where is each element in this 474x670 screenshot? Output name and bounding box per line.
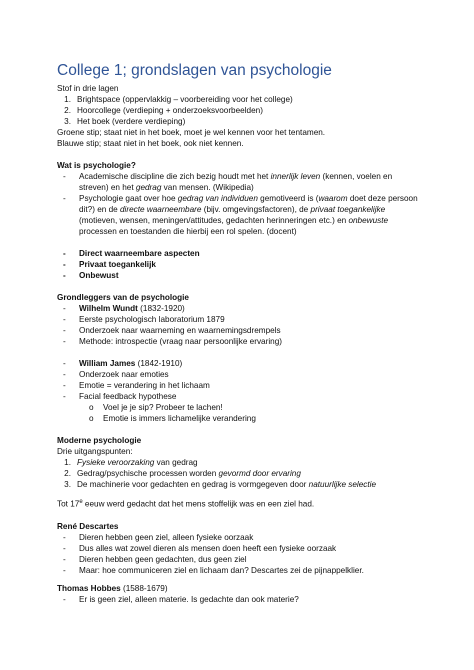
sub-list-item: o Voel je je sip? Probeer te lachen! <box>89 403 223 412</box>
list-item: - Onderzoek naar waarneming en waarnemingsdrempels <box>63 326 281 335</box>
intro-lead: Stof in drie lagen <box>57 84 119 93</box>
list-item: - Onbewust <box>63 271 119 280</box>
page-title: College 1; grondslagen van psychologie <box>57 62 332 79</box>
list-item: 3. De machinerie voor gedachten en gedrag is vormgegeven door natuurlijke selectie <box>64 480 377 489</box>
green-dot-note: Groene stip; staat niet in het boek, moet je wel kennen voor het tentamen. <box>57 128 326 137</box>
list-item: - Dieren hebben geen ziel, alleen fysieke oorzaak <box>63 532 254 542</box>
list-item: 2. Gedrag/psychische processen worden gevormd door ervaring <box>64 469 301 478</box>
section-heading-modern: Moderne psychologie <box>57 436 142 445</box>
list-item: 1. Brightspace (oppervlakkig – voorbereiding voor het college) <box>64 95 293 104</box>
sub-list-item: o Emotie is immers lichamelijke verandering <box>89 414 256 423</box>
section-heading-descartes: René Descartes <box>57 521 119 531</box>
list-item: - Er is geen ziel, alleen materie. Is gedachte dan ook materie? <box>63 594 299 604</box>
list-item: - Privaat toegankelijk <box>63 260 156 269</box>
list-item: - Psychologie gaat over hoe gedrag van individuen gemotiveerd is (waarom doet deze persoon dit?) en de directe waarneembare (bijv. omgevingsfactoren), de privaat toegankelijke (motieven, wensen, meningen/attitudes, gedachten herinneringen etc.) en onbewuste processen en toestanden die hierbij een rol spelen. (docent) <box>63 194 418 236</box>
modern-lead: Drie uitgangspunten: <box>57 447 133 456</box>
list-item: 1. Fysieke veroorzaking van gedrag <box>64 458 198 467</box>
list-item: - Eerste psychologisch laboratorium 1879 <box>63 315 225 324</box>
list-item: - Emotie = verandering in het lichaam <box>63 381 210 390</box>
history-note: Tot 17e eeuw werd gedacht dat het mens stoffelijk was en een ziel had. <box>57 499 315 509</box>
circle-bullet-icon: o <box>89 403 94 412</box>
section-heading-founders: Grondleggers van de psychologie <box>57 293 189 302</box>
list-item: - Facial feedback hypothese <box>63 392 177 401</box>
list-item: - Academische discipline die zich bezig houdt met het innerlijk leven (kennen, voelen en streven) en het gedrag van mensen. (Wikipedia) <box>63 172 393 192</box>
circle-bullet-icon: o <box>89 414 94 423</box>
section-heading-hobbes: Thomas Hobbes (1588-1679) <box>57 583 168 593</box>
list-item: - Methode: introspectie (vraag naar persoonlijke ervaring) <box>63 337 282 346</box>
list-item: 2. Hoorcollege (verdieping + onderzoeksvoorbeelden) <box>64 106 263 115</box>
list-item: - Dieren hebben geen gedachten, dus geen ziel <box>63 554 247 564</box>
section-heading-what: Wat is psychologie? <box>57 161 136 170</box>
list-item: - Wilhelm Wundt (1832-1920) <box>63 304 185 313</box>
list-item: - Onderzoek naar emoties <box>63 370 169 379</box>
list-item: - Direct waarneembare aspecten <box>63 249 200 258</box>
blue-dot-note: Blauwe stip; staat niet in het boek, ook niet kennen. <box>57 139 244 148</box>
list-item: - William James (1842-1910) <box>63 359 183 368</box>
list-item: 3. Het boek (verdere verdieping) <box>64 117 186 126</box>
list-item: - Maar: hoe communiceren ziel en lichaam dan? Descartes zei de pijnappelklier. <box>63 565 364 575</box>
list-item: - Dus alles wat zowel dieren als mensen doen heeft een fysieke oorzaak <box>63 543 337 553</box>
